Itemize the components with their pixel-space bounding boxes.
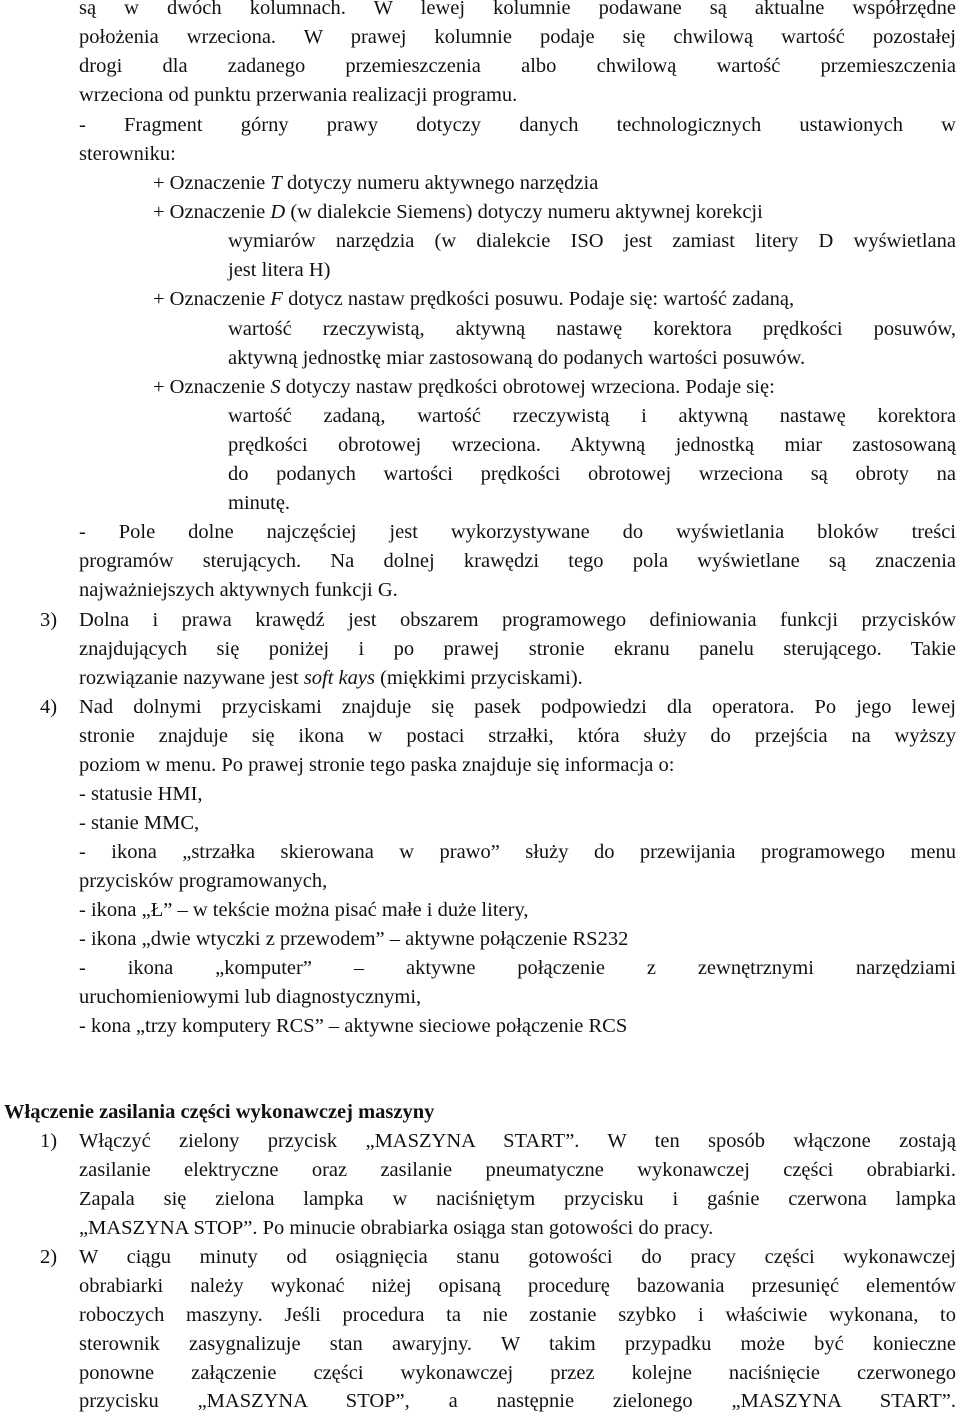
text-line: znajdujących się poniżej i po prawej stronie ekranu panelu sterującego. Takie <box>79 638 956 660</box>
text-line: przycisku „MASZYNA STOP”, a następnie zielonego „MASZYNA START”. <box>79 1390 956 1412</box>
text-line: przycisków programowanych, <box>79 870 328 892</box>
text-line: wartość rzeczywistą, aktywną nastawę korektora prędkości posuwów, <box>228 318 956 340</box>
text-line: wymiarów narzędzia (w dialekcie ISO jest zamiast litery D wyświetlana <box>228 230 956 252</box>
text-line: prędkości obrotowej wrzeciona. Aktywną jednostką miar zastosowaną <box>228 434 956 456</box>
list-item-t: + Oznaczenie T dotyczy numeru aktywnego narzędzia <box>153 172 599 194</box>
text-line: obrabiarki należy wykonać niżej opisaną procedurę bazowania przesunięć elementów <box>79 1275 956 1297</box>
text-line: - ikona „komputer” – aktywne połączenie z zewnętrznymi narzędziami <box>79 957 956 979</box>
symbol-t: T <box>270 172 282 194</box>
text-line: - stanie MMC, <box>79 812 200 834</box>
text-line: jest litera H) <box>228 259 331 281</box>
text-line: sterowniku: <box>79 143 176 165</box>
text-line: zasilanie elektryczne oraz zasilanie pneumatyczne wykonawczej części obrabiarki. <box>79 1159 956 1181</box>
text-line: minutę. <box>228 492 291 514</box>
list-item-f: + Oznaczenie F dotycz nastaw prędkości posuwu. Podaje się: wartość zadaną, <box>153 288 795 310</box>
list-item-d: + Oznaczenie D (w dialekcie Siemens) dotyczy numeru aktywnej korekcji <box>153 201 763 223</box>
list-item-s: + Oznaczenie S dotyczy nastaw prędkości obrotowej wrzeciona. Podaje się: <box>153 376 775 398</box>
symbol-d: D <box>270 201 286 223</box>
list-number: 2) <box>40 1246 58 1268</box>
text-line: uruchomieniowymi lub diagnostycznymi, <box>79 986 422 1008</box>
list-number: 4) <box>40 696 58 718</box>
text-line: położenia wrzeciona. W prawej kolumnie podaje się chwilową wartość pozostałej <box>79 26 956 48</box>
text-line: - ikona „Ł” – w tekście można pisać małe i duże litery, <box>79 899 529 921</box>
text-line: rozwiązanie nazywane jest soft kays (miękkimi przyciskami). <box>79 667 583 689</box>
symbol-s: S <box>270 376 281 398</box>
text-line: programów sterujących. Na dolnej krawędzi tego pola wyświetlane są znaczenia <box>79 550 956 572</box>
text-line: - Pole dolne najczęściej jest wykorzystywane do wyświetlania bloków treści <box>79 521 956 543</box>
text-line: aktywną jednostkę miar zastosowaną do podanych wartości posuwów. <box>228 347 806 369</box>
text-line: - ikona „strzałka skierowana w prawo” służy do przewijania programowego menu <box>79 841 956 863</box>
text-line: najważniejszych aktywnych funkcji G. <box>79 579 398 601</box>
text-line: sterownik zasygnalizuje stan awaryjny. W takim przypadku może być konieczne <box>79 1333 956 1355</box>
text-line: drogi dla zadanego przemieszczenia albo chwilową wartość przemieszczenia <box>79 55 956 77</box>
text-line: Dolna i prawa krawędź jest obszarem programowego definiowania funkcji przycisków <box>79 609 956 631</box>
text-line: stronie znajduje się ikona w postaci strzałki, która służy do przejścia na wyższy <box>79 725 956 747</box>
symbol-f: F <box>270 288 283 310</box>
text-line: wartość zadaną, wartość rzeczywistą i aktywną nastawę korektora <box>228 405 956 427</box>
list-number: 3) <box>40 609 58 631</box>
text-line: wrzeciona od punktu przerwania realizacji programu. <box>79 84 518 106</box>
text-line: - statusie HMI, <box>79 783 203 805</box>
text-line: „MASZYNA STOP”. Po minucie obrabiarka osiąga stan gotowości do pracy. <box>79 1217 714 1239</box>
text-line: są w dwóch kolumnach. W lewej kolumnie podawane są aktualne współrzędne <box>79 0 956 19</box>
text-line: W ciągu minuty od osiągnięcia stanu gotowości do pracy części wykonawczej <box>79 1246 956 1268</box>
text-line: Włączyć zielony przycisk „MASZYNA START”. W ten sposób włączone zostają <box>79 1130 956 1152</box>
list-number: 1) <box>40 1130 58 1152</box>
text-line: - kona „trzy komputery RCS” – aktywne sieciowe połączenie RCS <box>79 1015 628 1037</box>
text-line: roboczych maszyny. Jeśli procedura ta nie zostanie szybko i właściwie wykonana, to <box>79 1304 956 1326</box>
text-line: Nad dolnymi przyciskami znajduje się pasek podpowiedzi dla operatora. Po jego lewej <box>79 696 956 718</box>
italic-term: soft kays <box>303 667 375 689</box>
text-line: ponowne załączenie części wykonawczej przez kolejne naciśnięcie czerwonego <box>79 1362 956 1384</box>
text-line: Zapala się zielona lampka w naciśniętym przycisku i gaśnie czerwona lampka <box>79 1188 956 1210</box>
section-heading: Włączenie zasilania części wykonawczej maszyny <box>4 1101 435 1123</box>
text-line: do podanych wartości prędkości obrotowej wrzeciona są obroty na <box>228 463 956 485</box>
text-line: - Fragment górny prawy dotyczy danych technologicznych ustawionych w <box>79 114 956 136</box>
text-line: - ikona „dwie wtyczki z przewodem” – aktywne połączenie RS232 <box>79 928 629 950</box>
text-line: poziom w menu. Po prawej stronie tego paska znajduje się informacja o: <box>79 754 675 776</box>
